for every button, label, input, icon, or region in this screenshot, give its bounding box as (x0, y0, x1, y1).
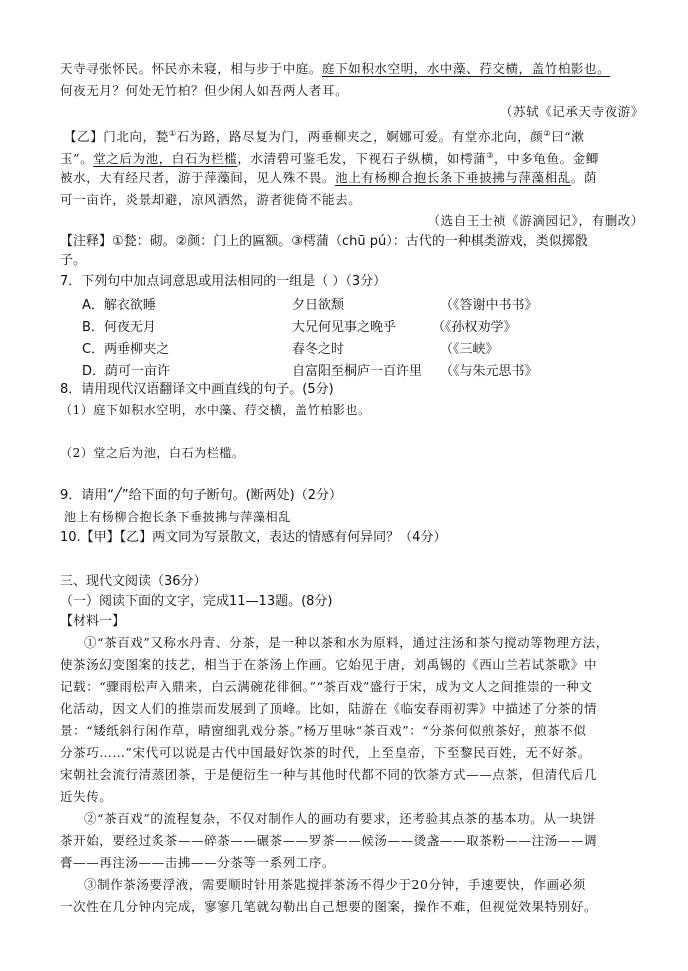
para-1-line-8: 近失传。 (60, 789, 113, 804)
passage-a-underlined: 庭下如积水空明，水中藻、荇交横，盖竹柏影也。 (322, 61, 611, 76)
section-3-title: 三、现代文阅读（36分） (60, 574, 207, 589)
para-1-line-2: 使茶汤幻变图案的技艺，相当于在茶汤上作画。它始见于唐，刘禹锡的《西山兰若试茶歌》中 (60, 657, 598, 672)
passage-b-text: 。荫 (570, 170, 598, 185)
para-1-line-1: ①“茶百戏”又称水丹青、分茶，是一种以茶和水为原料，通过注汤和茶勺搅动等物理方法， (84, 635, 609, 650)
q7-option-b: B．何夜无月 (82, 320, 156, 335)
passage-b-text: 被水，大有经尺者，游于萍藻间，见人殊不畏。 (60, 170, 336, 185)
para-1-line-5: 景：“矮纸斜行闲作草，晴窗细乳戏分茶。”杨万里咏“茶百戏”：“分茶何似煎茶好，煎茶不似 (60, 723, 587, 738)
q7-option-a-source: （《答谢中书书》 (440, 298, 538, 313)
para-1-line-7: 宋朝社会流行清蒸团茶，于是便衍生一种与其他时代都不同的饮茶方式——点茶，但清代后几 (60, 767, 598, 782)
passage-a-text: 天寺寻张怀民。怀民亦未寝，相与步于中庭。 (60, 61, 323, 76)
para-2-line-1: ②“茶百戏”的流程复杂，不仅对制作人的画功有要求，还考验其点茶的基本功。从一块饼 (84, 811, 596, 826)
q7-option-d-compare: 自富阳至桐庐一百许里 (292, 364, 423, 379)
para-3-line-2: 一次性在几分钟内完成，寥寥几笔就勾勒出自己想要的图案，操作不难，但视觉效果特别好。 (60, 899, 598, 914)
para-3-line-1: ③制作茶汤要浮液，需要顺时针用茶匙搅拌茶汤不得少于20分钟，手速要快，作画必须 (84, 877, 586, 892)
notes-line-2: 子。 (60, 253, 87, 268)
passage-b-text: 【乙】门北向，甃 (64, 129, 169, 145)
q7-option-c: C．两垂柳夹之 (82, 342, 170, 357)
passage-b-line-3 (60, 169, 650, 187)
passage-b-source: （选自王士祯《游滴园记》，有删改） (427, 213, 644, 228)
q8-sentence-2: （2）堂之后为池，白石为栏槛。 (60, 446, 245, 460)
question-8-stem: 8．请用现代汉语翻译文中画直线的句子。(5分) (60, 382, 334, 397)
passage-b-text: 石为路，路尽复为门，两垂柳夹之，婀娜可爱。有堂亦北向，颜 (176, 129, 544, 145)
passage-b-line-4: 可一亩许，炎景却避，凉风洒然，游者徙倚不能去。 (60, 192, 362, 207)
material-1-label: 【材料一】 (60, 614, 126, 629)
passage-b-text: 玉”。 (60, 151, 94, 167)
q8-sentence-1: （1）庭下如积水空明，水中藻、荇交横，盖竹柏影也。 (60, 403, 371, 417)
para-1-line-3: 记载：“骤雨松声入鼎来，白云满碗花徘徊。”“茶百戏”盛行于宋，成为文人之间推崇的一种文 (60, 679, 593, 694)
section-3-subtitle: （一）阅读下面的文字，完成11—13题。(8分) (60, 594, 333, 609)
q7-option-a-compare: 夕日欲颓 (292, 298, 345, 313)
q7-option-b-source: （《孙权劝学》 (432, 320, 517, 335)
note-marker-1: ① (168, 129, 177, 138)
passage-a-line-2: 何夜无月？何处无竹柏？但少闲人如吾两人者耳。 (60, 83, 349, 98)
q7-option-d-source: （《与朱元思书》 (440, 364, 538, 379)
passage-b-underlined-2: 池上有杨柳合抱长条下垂披拂与萍藻相乱 (335, 170, 571, 185)
para-2-line-3: 膏——再注汤——击拂——分茶等一系列工序。 (60, 855, 336, 870)
q7-option-d: D．荫可一亩许 (82, 364, 171, 379)
passage-b-line-2 (60, 147, 650, 168)
para-1-line-6: 分茶巧……”宋代可以说是古代中国最好饮茶的时代，上至皇帝，下至黎民百姓，无不好茶。 (60, 745, 591, 760)
passage-b-underlined-1: 堂之后为池，白石为栏槛 (93, 151, 238, 167)
passage-a-source: （苏轼《记承天寺夜游》 (499, 104, 644, 119)
q7-option-a: A．解衣欲睡 (82, 298, 156, 313)
q9-sentence: 池上有杨柳合抱长条下垂披拂与萍藻相乱 (64, 510, 291, 524)
question-10-stem: 10.【甲】【乙】两文同为写景散文，表达的情感有何异同？（4分） (60, 530, 447, 545)
passage-b-text: ，水清碧可鉴毛发，下视石子纵横，如樗蒲 (237, 151, 487, 167)
para-2-line-2: 茶开始，要经过炙茶——碎茶——碾茶——罗茶——候汤——烫盏——取茶粉——注汤——调 (60, 833, 598, 848)
passage-b-line-1 (64, 125, 654, 146)
q7-option-b-compare: 大兄何见事之晚乎 (292, 320, 397, 335)
q7-option-c-source: （《三峡》 (440, 342, 499, 357)
passage-b-text: 曰“漱 (551, 129, 585, 145)
para-1-line-4: 化活动，因文人们的推崇而发展到了顶峰。比如，陆游在《临安春雨初霁》中描述了分茶的情 (60, 701, 598, 716)
note-marker-3: ③ (486, 151, 494, 160)
question-7-stem: 7．下列句中加点词意思或用法相同的一组是（ ）（3分） (60, 274, 387, 289)
note-marker-2: ② (543, 129, 552, 138)
passage-a-line-1 (60, 60, 650, 78)
passage-b-text: ，中多龟鱼。金鲫 (494, 151, 599, 167)
q7-option-c-compare: 春冬之时 (292, 342, 345, 357)
notes-line-1: 【注释】①甃：砌。②颜：门上的匾额。③樗蒲（chū pú）：古代的一种棋类游戏，类似掷骰 (60, 234, 588, 249)
question-9-stem: 9．请用“╱”给下面的句子断句。(断两处)（2分） (60, 488, 342, 503)
